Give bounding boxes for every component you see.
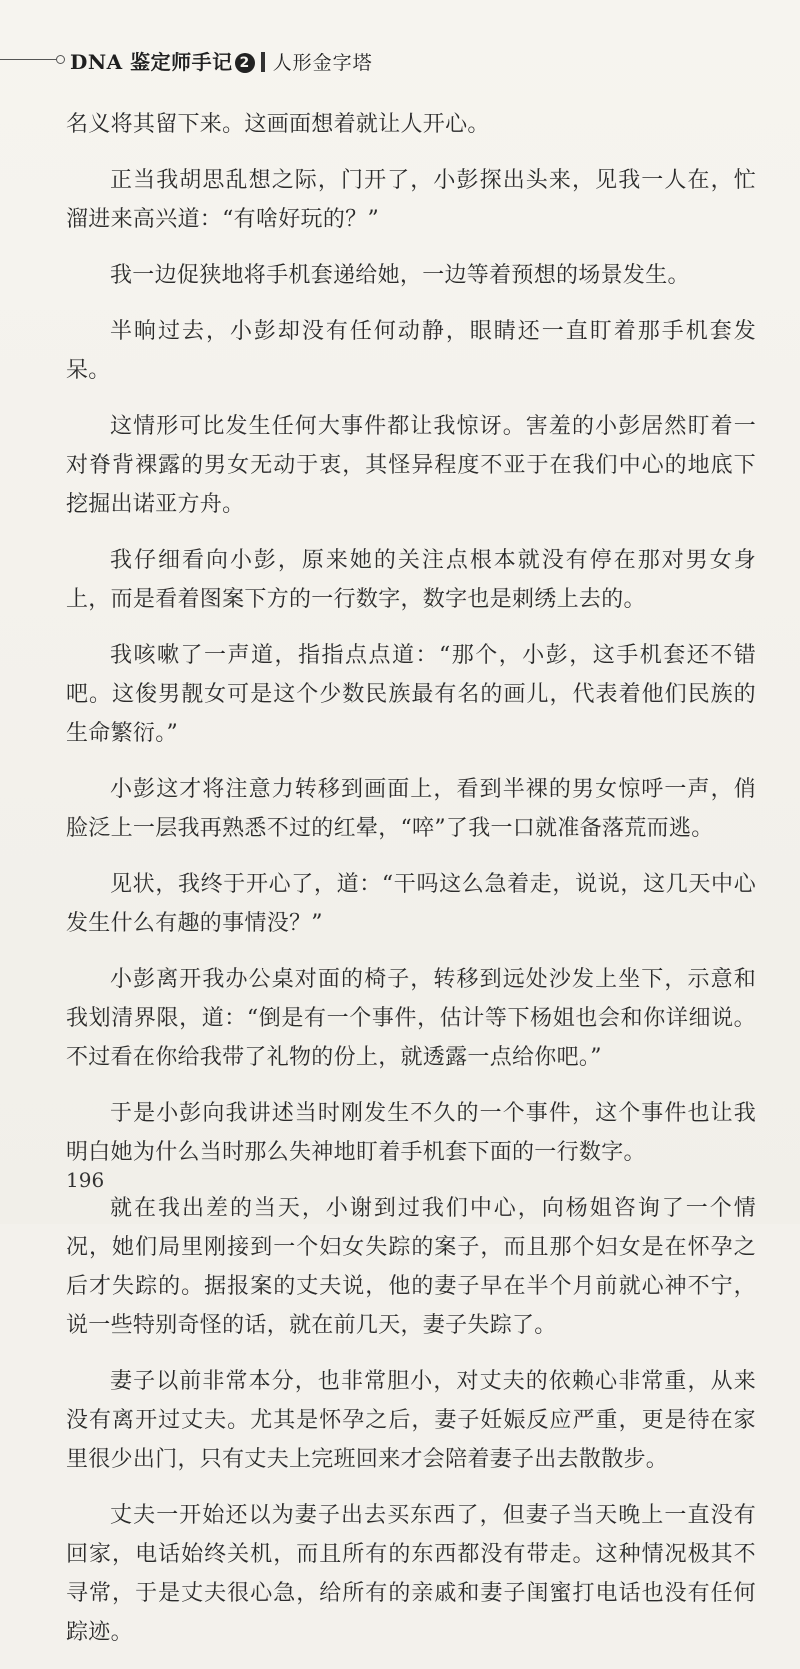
paragraph: 我仔细看向小彭，原来她的关注点根本就没有停在那对男女身上，而是看着图案下方的一行数字，数字也是刺绣上去的。 — [66, 548, 756, 612]
paragraph: 正当我胡思乱想之际，门开了，小彭探出头来，见我一人在，忙溜进来高兴道：“有啥好玩的？” — [66, 168, 756, 232]
paragraph: 我一边促狭地将手机套递给她，一边等着预想的场景发生。 — [110, 263, 690, 288]
paragraph: 见状，我终于开心了，道：“干吗这么急着走，说说，这几天中心发生什么有趣的事情没？” — [66, 872, 756, 936]
paragraph: 就在我出差的当天，小谢到过我们中心，向杨姐咨询了一个情况，她们局里刚接到一个妇女失踪的案子，而且那个妇女是在怀孕之后才失踪的。据报案的丈夫说，他的妻子早在半个月前就心神不宁，说一些特别奇怪的话，就在前几天，妻子失踪了。 — [66, 1196, 756, 1338]
paragraph: 半晌过去，小彭却没有任何动静，眼睛还一直盯着那手机套发呆。 — [66, 319, 756, 383]
header-title-block — [70, 46, 373, 75]
header-rule — [0, 59, 57, 60]
paragraph: 小彭这才将注意力转移到画面上，看到半裸的男女惊呼一声，俏脸泛上一层我再熟悉不过的红晕，“啐”了我一口就准备落荒而逃。 — [66, 777, 756, 841]
running-header — [0, 42, 800, 72]
header-circle-ornament — [56, 55, 65, 64]
paragraph: 这情形可比发生任何大事件都让我惊讶。害羞的小彭居然盯着一对脊背裸露的男女无动于衷，其怪异程度不亚于在我们中心的地底下挖掘出诺亚方舟。 — [66, 414, 756, 517]
paragraph: 于是小彭向我讲述当时刚发生不久的一个事件，这个事件也让我明白她为什么当时那么失神地盯着手机套下面的一行数字。 — [66, 1101, 756, 1165]
paragraph: 妻子以前非常本分，也非常胆小，对丈夫的依赖心非常重，从来没有离开过丈夫。尤其是怀孕之后，妻子妊娠反应严重，更是待在家里很少出门，只有丈夫上完班回来才会陪着妻子出去散散步。 — [66, 1369, 756, 1472]
header-separator — [261, 52, 265, 72]
paragraph: 名义将其留下来。这画面想着就让人开心。 — [66, 112, 490, 137]
body-text — [66, 105, 756, 1669]
volume-badge-icon: 2 — [235, 53, 255, 73]
paragraph: 我咳嗽了一声道，指指点点道：“那个，小彭，这手机套还不错吧。这俊男靓女可是这个少数民族最有名的画儿，代表着他们民族的生命繁衍。” — [66, 643, 756, 746]
paragraph: 丈夫一开始还以为妻子出去买东西了，但妻子当天晚上一直没有回家，电话始终关机，而且所有的东西都没有带走。这种情况极其不寻常，于是丈夫很心急，给所有的亲戚和妻子闺蜜打电话也没有任何踪迹。 — [66, 1503, 756, 1645]
page-number: 196 — [66, 1168, 105, 1192]
paragraph: 小彭离开我办公桌对面的椅子，转移到远处沙发上坐下，示意和我划清界限，道：“倒是有一个事件，估计等下杨姐也会和你详细说。不过看在你给我带了礼物的份上，就透露一点给你吧。” — [66, 967, 756, 1070]
book-subtitle: 人形金字塔 — [272, 52, 373, 74]
book-title: DNA 鉴定师手记 — [70, 50, 233, 74]
